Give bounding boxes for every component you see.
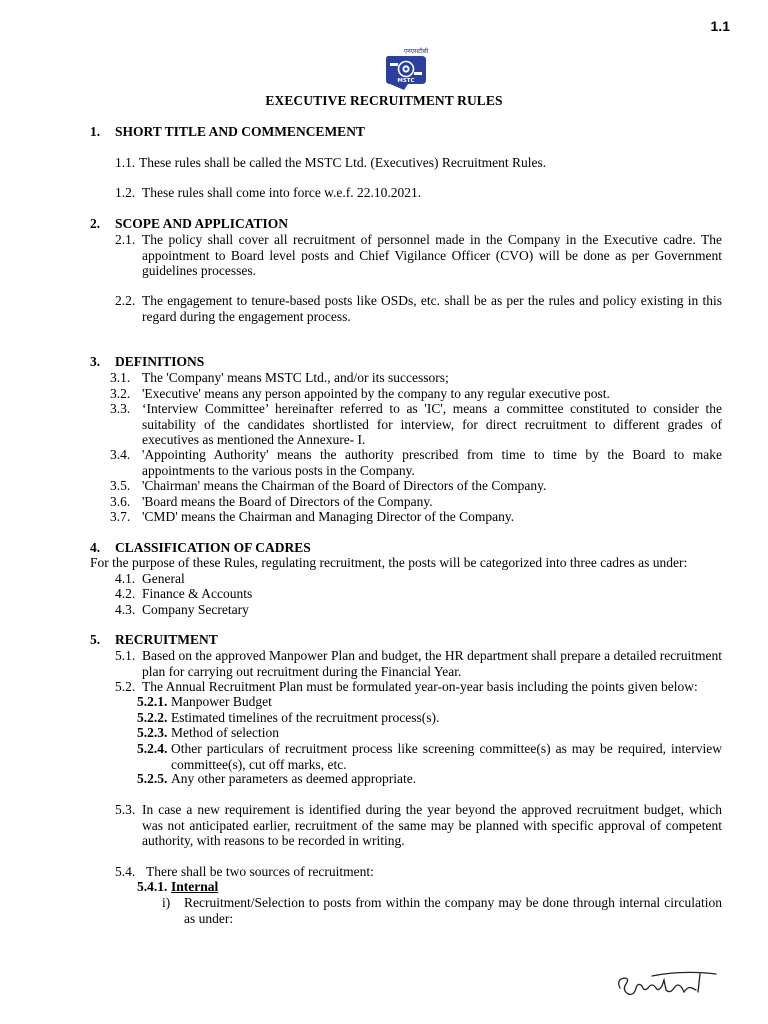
rule-1-1-number: 1.1.: [115, 155, 136, 170]
rule-2-1-number: 2.1.: [115, 232, 136, 247]
definition-number: 3.7.: [110, 509, 131, 524]
section-1-number: 1.: [90, 124, 101, 139]
page-number: 1.1: [710, 18, 730, 34]
rule-2-1-text: The policy shall cover all recruitment of personnel made in the Company in the Executive cadre. The appointment to Board level posts and Chief Vigilance Officer (CVO) will be done as per Government guidelines processes.: [142, 232, 722, 278]
section-3-heading: DEFINITIONS: [115, 354, 205, 369]
cadre-text: Company Secretary: [142, 602, 249, 617]
sub-rule-text: Manpower Budget: [171, 694, 272, 709]
section-4-intro: For the purpose of these Rules, regulating recruitment, the posts will be categorized into three cadres as under:: [90, 555, 688, 570]
section-1-heading: SHORT TITLE AND COMMENCEMENT: [115, 124, 365, 139]
rule-5-4-number: 5.4.: [115, 864, 136, 879]
definition-text: ‘Interview Committee’ hereinafter referred to as 'IC', means a committee constituted to consider the suitability of the candidates shortlisted for interview, for direct recruitment to different grades of executives as mentioned the Annexure- I.: [142, 401, 722, 447]
cadre-number: 4.2.: [115, 586, 136, 601]
definition-number: 3.4.: [110, 447, 131, 462]
definition-text: 'Chairman' means the Chairman of the Board of Directors of the Company.: [142, 478, 547, 493]
rule-1-2-text: These rules shall come into force w.e.f. 22.10.2021.: [142, 185, 422, 200]
definition-text: The 'Company' means MSTC Ltd., and/or its successors;: [142, 370, 449, 385]
definition-text: 'Appointing Authority' means the authority prescribed from time to time by the Board to make appointments to the various posts in the Company.: [142, 447, 722, 478]
document-title: EXECUTIVE RECRUITMENT RULES: [265, 93, 503, 108]
rule-5-3-text: In case a new requirement is identified during the year beyond the approved recruitment budget, which was not anticipated earlier, recruitment of the same may be planned with specific approval of competent authority, with reasons to be recorded in writing.: [142, 802, 722, 848]
cadre-text: Finance & Accounts: [142, 586, 253, 601]
cadre-text: General: [142, 571, 185, 586]
rule-5-1-text: Based on the approved Manpower Plan and budget, the HR department shall prepare a detailed recruitment plan for carrying out recruitment during the Financial Year.: [142, 648, 722, 679]
rule-5-2-text: The Annual Recruitment Plan must be formulated year-on-year basis including the points given below:: [142, 679, 698, 694]
sub-rule-5-4-1-number: 5.4.1.: [137, 879, 168, 894]
roman-item-text: Recruitment/Selection to posts from within the company may be done through internal circulation as under:: [184, 895, 722, 926]
rule-5-1-number: 5.1.: [115, 648, 136, 663]
rule-5-4-text: There shall be two sources of recruitment:: [146, 864, 374, 879]
definition-number: 3.5.: [110, 478, 131, 493]
definition-number: 3.6.: [110, 494, 131, 509]
sub-rule-text: Estimated timelines of the recruitment process(s).: [171, 710, 440, 725]
rule-5-2-number: 5.2.: [115, 679, 136, 694]
sub-rule-5-4-1-heading: Internal: [171, 879, 219, 894]
sub-rule-number: 5.2.1.: [137, 694, 168, 709]
section-5-heading: RECRUITMENT: [115, 632, 218, 647]
definition-text: 'CMD' means the Chairman and Managing Director of the Company.: [142, 509, 515, 524]
sub-rule-text: Any other parameters as deemed appropriate.: [171, 771, 417, 786]
definition-text: 'Board means the Board of Directors of the Company.: [142, 494, 433, 509]
cadre-number: 4.1.: [115, 571, 136, 586]
sub-rule-number: 5.2.5.: [137, 771, 168, 786]
section-4-number: 4.: [90, 540, 101, 555]
rule-1-2-number: 1.2.: [115, 185, 136, 200]
mstc-logo: [382, 46, 430, 92]
sub-rule-number: 5.2.3.: [137, 725, 168, 740]
rule-1-1-text: These rules shall be called the MSTC Ltd. (Executives) Recruitment Rules.: [139, 155, 547, 170]
logo-mstc-text: MSTC: [397, 78, 415, 84]
sub-rule-text: Other particulars of recruitment process like screening committee(s) as may be required, interview committee(s), cut off marks, etc.: [171, 741, 722, 772]
section-4-heading: CLASSIFICATION OF CADRES: [115, 540, 311, 555]
section-2-heading: SCOPE AND APPLICATION: [115, 216, 289, 231]
sub-rule-number: 5.2.2.: [137, 710, 168, 725]
section-2-number: 2.: [90, 216, 101, 231]
section-3-number: 3.: [90, 354, 101, 369]
rule-5-3-number: 5.3.: [115, 802, 136, 817]
section-5-number: 5.: [90, 632, 101, 647]
roman-item-number: i): [162, 895, 171, 910]
definition-number: 3.3.: [110, 401, 131, 416]
cadre-number: 4.3.: [115, 602, 136, 617]
definition-number: 3.1.: [110, 370, 131, 385]
logo-hindi-text: एमएसटीसी: [403, 48, 429, 55]
definition-text: 'Executive' means any person appointed by the company to any regular executive post.: [142, 386, 610, 401]
sub-rule-number: 5.2.4.: [137, 741, 168, 756]
sub-rule-text: Method of selection: [171, 725, 279, 740]
definition-number: 3.2.: [110, 386, 131, 401]
rule-2-2-number: 2.2.: [115, 293, 136, 308]
signature: [612, 966, 722, 1002]
rule-2-2-text: The engagement to tenure-based posts like OSDs, etc. shall be as per the rules and policy existing in this regard during the engagement process.: [142, 293, 722, 324]
